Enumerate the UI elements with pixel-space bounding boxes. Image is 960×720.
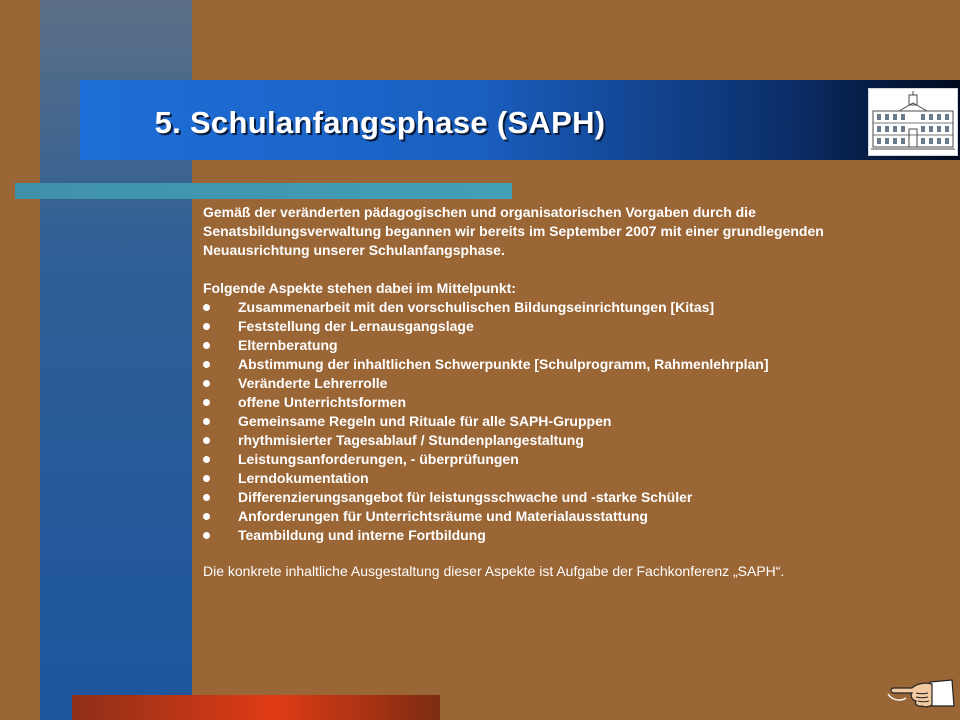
aspect-item bbox=[203, 488, 903, 507]
aspect-item bbox=[203, 507, 903, 526]
aspect-item bbox=[203, 355, 903, 374]
aspect-item bbox=[203, 526, 903, 545]
aspect-label: Elternberatung bbox=[238, 337, 338, 353]
aspect-label: Teambildung und interne Fortbildung bbox=[238, 527, 486, 543]
bottom-decorative-bar bbox=[72, 695, 440, 720]
aspects-list bbox=[203, 298, 903, 545]
aspect-label: Leistungsanforderungen, - überprüfungen bbox=[238, 451, 519, 467]
bullet-icon bbox=[203, 304, 210, 311]
aspect-label: Gemeinsame Regeln und Rituale für alle SAPH-Gruppen bbox=[238, 413, 612, 429]
aspect-item bbox=[203, 317, 903, 336]
aspect-label: Feststellung der Lernausgangslage bbox=[238, 318, 474, 334]
bullet-icon bbox=[203, 342, 210, 349]
slide-title: 5. Schulanfangsphase (SAPH) bbox=[154, 105, 606, 140]
aspect-label: offene Unterrichtsformen bbox=[238, 394, 407, 410]
bullet-icon bbox=[203, 475, 210, 482]
bullet-icon bbox=[203, 494, 210, 501]
aspects-heading: Folgende Aspekte stehen dabei im Mittelpunkt: bbox=[203, 280, 516, 296]
bullet-icon bbox=[203, 323, 210, 330]
aspect-label: Lerndokumentation bbox=[238, 470, 369, 486]
bullet-icon bbox=[203, 380, 210, 387]
slide-content bbox=[203, 203, 903, 581]
pointing-hand-icon[interactable] bbox=[886, 672, 956, 712]
aspect-item bbox=[203, 298, 903, 317]
school-building-logo bbox=[868, 88, 958, 156]
aspect-label: Differenzierungsangebot für leistungsschwache und -starke Schüler bbox=[238, 489, 693, 505]
bullet-icon bbox=[203, 532, 210, 539]
aspect-label: Anforderungen für Unterrichtsräume und Materialausstattung bbox=[238, 508, 648, 524]
aspect-label: rhythmisierter Tagesablauf / Stundenplangestaltung bbox=[238, 432, 584, 448]
bullet-icon bbox=[203, 513, 210, 520]
aspect-label: Zusammenarbeit mit den vorschulischen Bildungseinrichtungen [Kitas] bbox=[238, 299, 715, 315]
intro-paragraph: Gemäß der veränderten pädagogischen und organisatorischen Vorgaben durch die Senatsbildungsverwaltung begannen wir bereits im September 2007 mit einer grundlegenden Neuausrichtung unserer Schulanfangsphase. bbox=[203, 204, 824, 258]
bullet-icon bbox=[203, 399, 210, 406]
aspect-item bbox=[203, 469, 903, 488]
accent-line bbox=[15, 183, 512, 199]
aspect-label: Abstimmung der inhaltlichen Schwerpunkte [Schulprogramm, Rahmenlehrplan] bbox=[238, 356, 769, 372]
aspect-item bbox=[203, 450, 903, 469]
bullet-icon bbox=[203, 361, 210, 368]
aspect-item bbox=[203, 393, 903, 412]
closing-paragraph: Die konkrete inhaltliche Ausgestaltung dieser Aspekte ist Aufgabe der Fachkonferenz „SAPH“. bbox=[203, 563, 785, 579]
aspect-item bbox=[203, 374, 903, 393]
bullet-icon bbox=[203, 456, 210, 463]
aspect-item bbox=[203, 336, 903, 355]
aspect-label: Veränderte Lehrerrolle bbox=[238, 375, 388, 391]
aspect-item bbox=[203, 431, 903, 450]
aspect-item bbox=[203, 412, 903, 431]
bullet-icon bbox=[203, 437, 210, 444]
bullet-icon bbox=[203, 418, 210, 425]
